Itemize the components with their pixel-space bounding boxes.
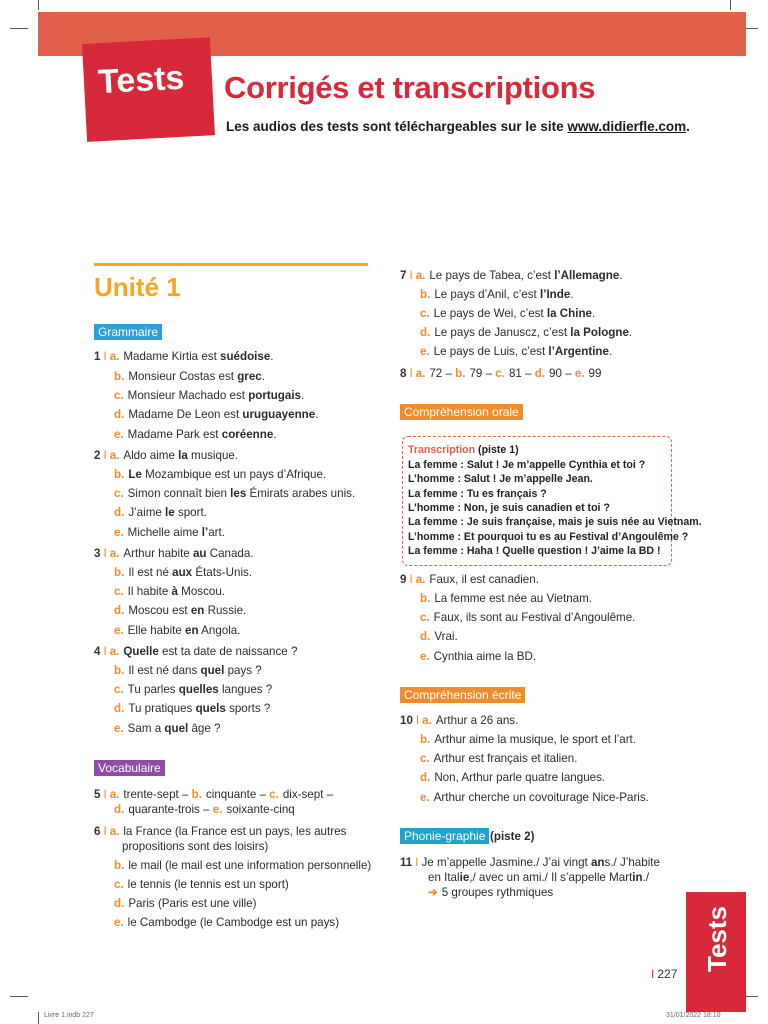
crop-mark xyxy=(730,0,731,10)
answer-line xyxy=(94,825,346,839)
answer-text: Je m’appelle Jasmine./ J’ai vingt xyxy=(421,856,591,869)
answer-line xyxy=(114,585,225,599)
item-letter: d. xyxy=(114,408,125,421)
answer-line xyxy=(420,771,605,785)
answer-line xyxy=(420,611,635,625)
answer-line xyxy=(420,307,595,321)
answer-text: en Ital xyxy=(428,871,460,884)
answer-keyword: quel xyxy=(200,664,225,677)
answer-text: . xyxy=(570,288,574,301)
item-letter: a. xyxy=(109,788,120,801)
exercise-number: 10 xyxy=(400,714,413,727)
answer-text: âge ? xyxy=(188,722,221,735)
answer-text: Moscou est xyxy=(128,604,191,617)
separator-bar: I xyxy=(415,856,419,869)
answer-text: Moscou. xyxy=(177,585,225,598)
answer-text: / xyxy=(645,871,650,884)
answer-text: Le pays de Tabea, c’est xyxy=(429,269,555,282)
item-letter: e. xyxy=(114,916,124,929)
separator-bar: I xyxy=(103,788,107,801)
answer-text: 79 – xyxy=(469,367,496,380)
answer-keyword: Le xyxy=(128,468,142,481)
item-letter: c. xyxy=(269,788,279,801)
answer-text: Non, Arthur parle quatre langues. xyxy=(434,771,606,784)
item-letter: a. xyxy=(109,350,120,363)
item-letter: b. xyxy=(455,367,466,380)
page-number: I 227 xyxy=(651,967,678,981)
item-letter: c. xyxy=(114,585,124,598)
section-comprehension-orale: Compréhension orale xyxy=(400,404,523,420)
answer-text: . xyxy=(315,408,319,421)
answer-keyword: suédoise xyxy=(220,350,271,363)
answer-text: 5 groupes rythmiques xyxy=(441,886,554,899)
separator-bar: I xyxy=(409,367,413,380)
answer-text: Arthur est français et italien. xyxy=(433,752,578,765)
answer-text: Simon connaît bien xyxy=(127,487,231,500)
unit-rule xyxy=(94,263,368,266)
answer-text: sports ? xyxy=(225,702,271,715)
answer-keyword: la Chine xyxy=(546,307,592,320)
answer-text: Aldo aime xyxy=(123,449,179,462)
answer-line xyxy=(420,592,592,606)
item-letter: e. xyxy=(420,791,430,804)
answer-line xyxy=(420,326,632,340)
answer-text: Russie. xyxy=(204,604,247,617)
answer-keyword: l’ xyxy=(201,526,209,539)
exercise-number: 2 xyxy=(94,449,101,462)
item-letter: c. xyxy=(420,752,430,765)
answer-text: Elle habite xyxy=(127,624,186,637)
crop-mark xyxy=(38,1012,39,1024)
answer-text: cinquante – xyxy=(205,788,270,801)
transcription-line xyxy=(408,530,688,544)
item-letter: e. xyxy=(114,722,124,735)
answer-line xyxy=(114,526,225,540)
answer-line xyxy=(420,752,577,766)
answer-text: Émirats arabes unis. xyxy=(246,487,356,500)
answer-keyword: grec xyxy=(237,370,262,383)
item-letter: b. xyxy=(114,566,125,579)
answer-line xyxy=(400,714,518,728)
crop-mark xyxy=(38,0,39,10)
section-comprehension-ecrite: Compréhension écrite xyxy=(400,687,525,703)
answer-keyword: quel xyxy=(164,722,189,735)
item-letter: d. xyxy=(420,771,431,784)
answer-text: J’aime xyxy=(128,506,166,519)
item-letter: a. xyxy=(415,367,426,380)
side-tab-label: Tests xyxy=(702,906,732,972)
answer-text: Arthur habite xyxy=(123,547,193,560)
item-letter: b. xyxy=(114,370,125,383)
answer-line xyxy=(400,573,539,587)
speaker: L’homme : xyxy=(408,501,461,514)
answer-line xyxy=(122,840,268,854)
item-letter: c. xyxy=(114,878,124,891)
answer-line xyxy=(114,722,220,736)
transcription-heading xyxy=(408,443,519,457)
answer-text: . xyxy=(619,269,623,282)
answer-text: Arthur a 26 ans. xyxy=(435,714,519,727)
exercise-number: 9 xyxy=(400,573,407,586)
answer-text: . xyxy=(270,350,274,363)
answer-keyword: coréenne xyxy=(221,428,274,441)
unit-title: Unité 1 xyxy=(94,272,181,302)
footer-left: Livre 1.indb 227 xyxy=(44,1012,94,1019)
answer-text: Le pays de Wei, c’est xyxy=(433,307,547,320)
answer-text: sport. xyxy=(174,506,207,519)
answer-text: Monsieur Machado est xyxy=(127,389,249,402)
answer-keyword: à xyxy=(171,585,178,598)
answer-keyword: l’Argentine xyxy=(548,345,609,358)
item-letter: d. xyxy=(114,702,125,715)
answer-text: . xyxy=(301,389,305,402)
answer-text: Sam a xyxy=(127,722,165,735)
answer-text: Madame De Leon est xyxy=(128,408,243,421)
item-letter: b. xyxy=(420,733,431,746)
item-letter: c. xyxy=(114,389,124,402)
arrow-icon: ➔ xyxy=(428,886,438,899)
answer-keyword: en xyxy=(185,624,199,637)
transcription-line xyxy=(408,458,645,472)
answer-line xyxy=(114,487,355,501)
answer-text: dix-sept – xyxy=(282,788,334,801)
answer-text: propositions sont des loisirs) xyxy=(122,840,269,853)
item-letter: e. xyxy=(574,367,585,380)
answer-line xyxy=(420,630,458,644)
answer-keyword: l’Inde xyxy=(540,288,571,301)
answer-text: Il est né xyxy=(128,566,173,579)
item-letter: a. xyxy=(109,825,120,838)
answer-text: 99 xyxy=(588,367,602,380)
answer-text: . xyxy=(608,345,613,358)
answer-text: la France (la France est un pays, les autres xyxy=(123,825,347,838)
answer-text: 72 – xyxy=(429,367,456,380)
answer-text: Tu parles xyxy=(127,683,179,696)
tests-tag xyxy=(82,37,215,142)
answer-line xyxy=(94,645,297,659)
speaker: La femme : xyxy=(408,459,464,471)
subtitle-text: Les audios des tests sont téléchargeables sur le site xyxy=(226,119,568,134)
exercise-number: 8 xyxy=(400,367,407,380)
answer-text: Faux, ils sont au Festival d’Angoulême. xyxy=(433,611,636,624)
answer-line xyxy=(94,788,333,802)
item-letter: d. xyxy=(420,326,431,339)
answer-keyword: le xyxy=(165,506,175,519)
item-letter: b. xyxy=(420,592,431,605)
separator-bar: I xyxy=(409,269,413,282)
answer-text: Le pays de Januscz, c’est xyxy=(434,326,571,339)
answer-keyword: quels xyxy=(195,702,226,715)
answer-line xyxy=(420,791,649,805)
item-letter: c. xyxy=(495,367,505,380)
speaker: La femme : xyxy=(408,487,464,500)
side-tab xyxy=(686,892,746,1012)
answer-text: Le pays d’Anil, c’est xyxy=(434,288,540,301)
answer-text: est ta date de naissance ? xyxy=(158,645,298,658)
item-letter: e. xyxy=(420,345,430,358)
item-letter: b. xyxy=(114,859,125,872)
item-letter: c. xyxy=(420,611,430,624)
utterance: Salut ! Je m’appelle Jean. xyxy=(460,473,593,486)
item-letter: d. xyxy=(420,630,431,643)
utterance: Salut ! Je m’appelle Cynthia et toi ? xyxy=(463,459,646,471)
answer-line xyxy=(94,449,238,463)
answer-text: le Cambodge (le Cambodge est un pays) xyxy=(127,916,340,929)
answer-text: . xyxy=(642,871,646,884)
crop-mark xyxy=(10,996,28,997)
answer-line xyxy=(114,897,257,911)
transcription-piste: (piste 1) xyxy=(475,444,519,456)
item-letter: a. xyxy=(109,547,120,560)
answer-text: art. xyxy=(208,526,225,539)
answer-text: pays ? xyxy=(224,664,262,677)
answer-line xyxy=(114,506,207,520)
item-letter: d. xyxy=(114,897,125,910)
answer-text: Madame Park est xyxy=(127,428,222,441)
answer-text: Mozambique est un pays d’Afrique. xyxy=(141,468,327,481)
section-phonie-graphie: Phonie-graphie xyxy=(400,828,489,844)
answer-text: . xyxy=(628,326,633,339)
separator-bar: I xyxy=(103,825,107,838)
subtitle-end: . xyxy=(686,119,690,134)
answer-line xyxy=(114,566,252,580)
answer-line xyxy=(428,886,553,900)
answer-text: Cynthia aime la BD. xyxy=(433,650,537,663)
answer-text: Arthur aime la musique, le sport et l’art. xyxy=(434,733,636,746)
item-letter: a. xyxy=(109,449,120,462)
transcription-line xyxy=(408,501,610,515)
item-letter: c. xyxy=(420,307,430,320)
answer-keyword: au xyxy=(192,547,207,560)
transcription-label: Transcription xyxy=(408,444,476,456)
answer-line xyxy=(114,683,272,697)
answer-keyword: ie xyxy=(459,871,470,884)
speaker: La femme : xyxy=(408,516,464,529)
answer-text: Canada. xyxy=(206,547,254,560)
phonie-piste: (piste 2) xyxy=(490,830,535,843)
answer-text: Arthur cherche un covoiturage Nice-Paris. xyxy=(433,791,649,804)
answer-keyword: la xyxy=(178,449,188,462)
answer-line xyxy=(400,856,660,870)
separator-bar: I xyxy=(103,449,107,462)
section-vocabulaire: Vocabulaire xyxy=(94,760,165,776)
answer-keyword: an xyxy=(590,856,605,869)
item-letter: d. xyxy=(114,604,125,617)
utterance: Je suis française, mais je suis née au Vietnam. xyxy=(463,516,702,529)
answer-keyword: la Pologne xyxy=(570,326,629,339)
answer-text: le mail (le mail est une information personnelle) xyxy=(128,859,372,872)
answer-line xyxy=(428,871,649,885)
answer-text: ,/ avec un ami./ Il s’appelle Mart xyxy=(469,871,633,884)
answer-text: . xyxy=(273,428,277,441)
item-letter: c. xyxy=(114,683,124,696)
answer-line xyxy=(94,350,274,364)
answer-keyword: en xyxy=(190,604,205,617)
answer-text: États-Unis. xyxy=(192,566,253,579)
utterance: Haha ! Quelle question ! J’aime la BD ! xyxy=(463,544,661,557)
answer-line xyxy=(114,389,304,403)
answer-text: Il habite xyxy=(127,585,172,598)
answer-line xyxy=(94,547,254,561)
answer-keyword: portugais xyxy=(248,389,302,402)
answer-line xyxy=(420,345,612,359)
answer-keyword: uruguayenne xyxy=(242,408,316,421)
answer-line xyxy=(400,269,623,283)
answer-text: langues ? xyxy=(218,683,273,696)
exercise-number: 11 xyxy=(400,856,413,869)
answer-line xyxy=(114,878,289,892)
utterance: Non, je suis canadien et toi ? xyxy=(460,501,610,514)
item-letter: b. xyxy=(114,468,125,481)
answer-text: le tennis (le tennis est un sport) xyxy=(127,878,289,891)
answer-text: 90 – xyxy=(549,367,575,380)
section-grammaire: Grammaire xyxy=(94,324,162,340)
answer-text: La femme est née au Vietnam. xyxy=(434,592,592,605)
item-letter: a. xyxy=(109,645,120,658)
answer-keyword: Quelle xyxy=(123,645,159,658)
item-letter: d. xyxy=(114,803,125,816)
item-letter: e. xyxy=(114,624,124,637)
answer-keyword: les xyxy=(230,487,247,500)
utterance: Et pourquoi tu es au Festival d’Angoulême ? xyxy=(460,530,689,543)
exercise-number: 4 xyxy=(94,645,101,658)
exercise-number: 3 xyxy=(94,547,101,560)
answer-text: trente-sept – xyxy=(123,788,192,801)
answer-line xyxy=(114,916,339,930)
item-letter: b. xyxy=(114,664,125,677)
answer-line xyxy=(114,702,270,716)
transcription-line xyxy=(408,472,593,486)
answer-text: . xyxy=(261,370,265,383)
answer-text: musique. xyxy=(187,449,239,462)
exercise-number: 6 xyxy=(94,825,101,838)
speaker: L’homme : xyxy=(408,473,461,486)
item-letter: e. xyxy=(420,650,430,663)
answer-line xyxy=(114,370,265,384)
footer-right: 31/01/2022 18:10 xyxy=(666,1012,721,1019)
answer-line xyxy=(114,664,262,678)
answer-text: . xyxy=(591,307,596,320)
answer-line xyxy=(114,428,277,442)
speaker: La femme : xyxy=(408,544,464,557)
transcription-line xyxy=(408,487,547,501)
separator-bar: I xyxy=(103,547,107,560)
answer-keyword: aux xyxy=(172,566,193,579)
item-letter: e. xyxy=(114,428,124,441)
item-letter: c. xyxy=(114,487,124,500)
item-letter: b. xyxy=(420,288,431,301)
item-letter: a. xyxy=(415,573,426,586)
page-title: Corrigés et transcriptions xyxy=(224,70,596,105)
answer-text: Angola. xyxy=(198,624,241,637)
answer-text: s./ J’habite xyxy=(604,856,660,869)
answer-line xyxy=(114,604,246,618)
answer-line xyxy=(114,468,326,482)
answer-text: 81 – xyxy=(508,367,535,380)
utterance: Tu es français ? xyxy=(463,487,547,500)
exercise-number: 1 xyxy=(94,350,101,363)
tests-tag-label: Tests xyxy=(97,58,186,102)
answer-text: Monsieur Costas est xyxy=(128,370,238,383)
answer-text: quarante-trois – xyxy=(128,803,213,816)
site-link[interactable]: www.didierfle.com xyxy=(567,119,687,134)
answer-text: Paris (Paris est une ville) xyxy=(128,897,257,910)
answer-line xyxy=(114,408,318,422)
transcription-line xyxy=(408,515,702,529)
page-subtitle xyxy=(226,119,690,134)
answer-keyword: quelles xyxy=(178,683,219,696)
item-letter: d. xyxy=(114,506,125,519)
answer-keyword: l’Allemagne xyxy=(554,269,620,282)
item-letter: b. xyxy=(191,788,202,801)
item-letter: a. xyxy=(415,269,426,282)
separator-bar: I xyxy=(415,714,420,727)
separator-bar: I xyxy=(409,573,413,586)
answer-text: soixante-cinq xyxy=(226,803,295,816)
answer-line xyxy=(420,288,574,302)
answer-text: Il est né dans xyxy=(128,664,201,677)
exercise-number: 7 xyxy=(400,269,407,282)
answer-text: Vrai. xyxy=(434,630,458,643)
item-letter: e. xyxy=(212,803,223,816)
separator-bar: I xyxy=(103,350,107,363)
item-letter: a. xyxy=(422,714,432,727)
answer-line xyxy=(420,733,636,747)
transcription-line xyxy=(408,544,661,558)
answer-text: Le pays de Luis, c’est xyxy=(433,345,549,358)
answer-line xyxy=(114,803,295,817)
speaker: L’homme : xyxy=(408,530,461,543)
separator-bar: I xyxy=(103,645,107,658)
answer-text: Tu pratiques xyxy=(128,702,196,715)
item-letter: d. xyxy=(534,367,546,380)
answer-line xyxy=(114,859,371,873)
answer-line xyxy=(400,367,601,381)
answer-text: Madame Kirtia est xyxy=(123,350,221,363)
exercise-number: 5 xyxy=(94,788,101,801)
answer-text: Michelle aime xyxy=(127,526,202,539)
item-letter: e. xyxy=(114,526,124,539)
answer-keyword: in xyxy=(632,871,643,884)
answer-text: Faux, il est canadien. xyxy=(429,573,539,586)
answer-line xyxy=(114,624,240,638)
page-number-value: 227 xyxy=(657,967,678,981)
answer-line xyxy=(420,650,536,664)
crop-mark xyxy=(10,28,28,29)
